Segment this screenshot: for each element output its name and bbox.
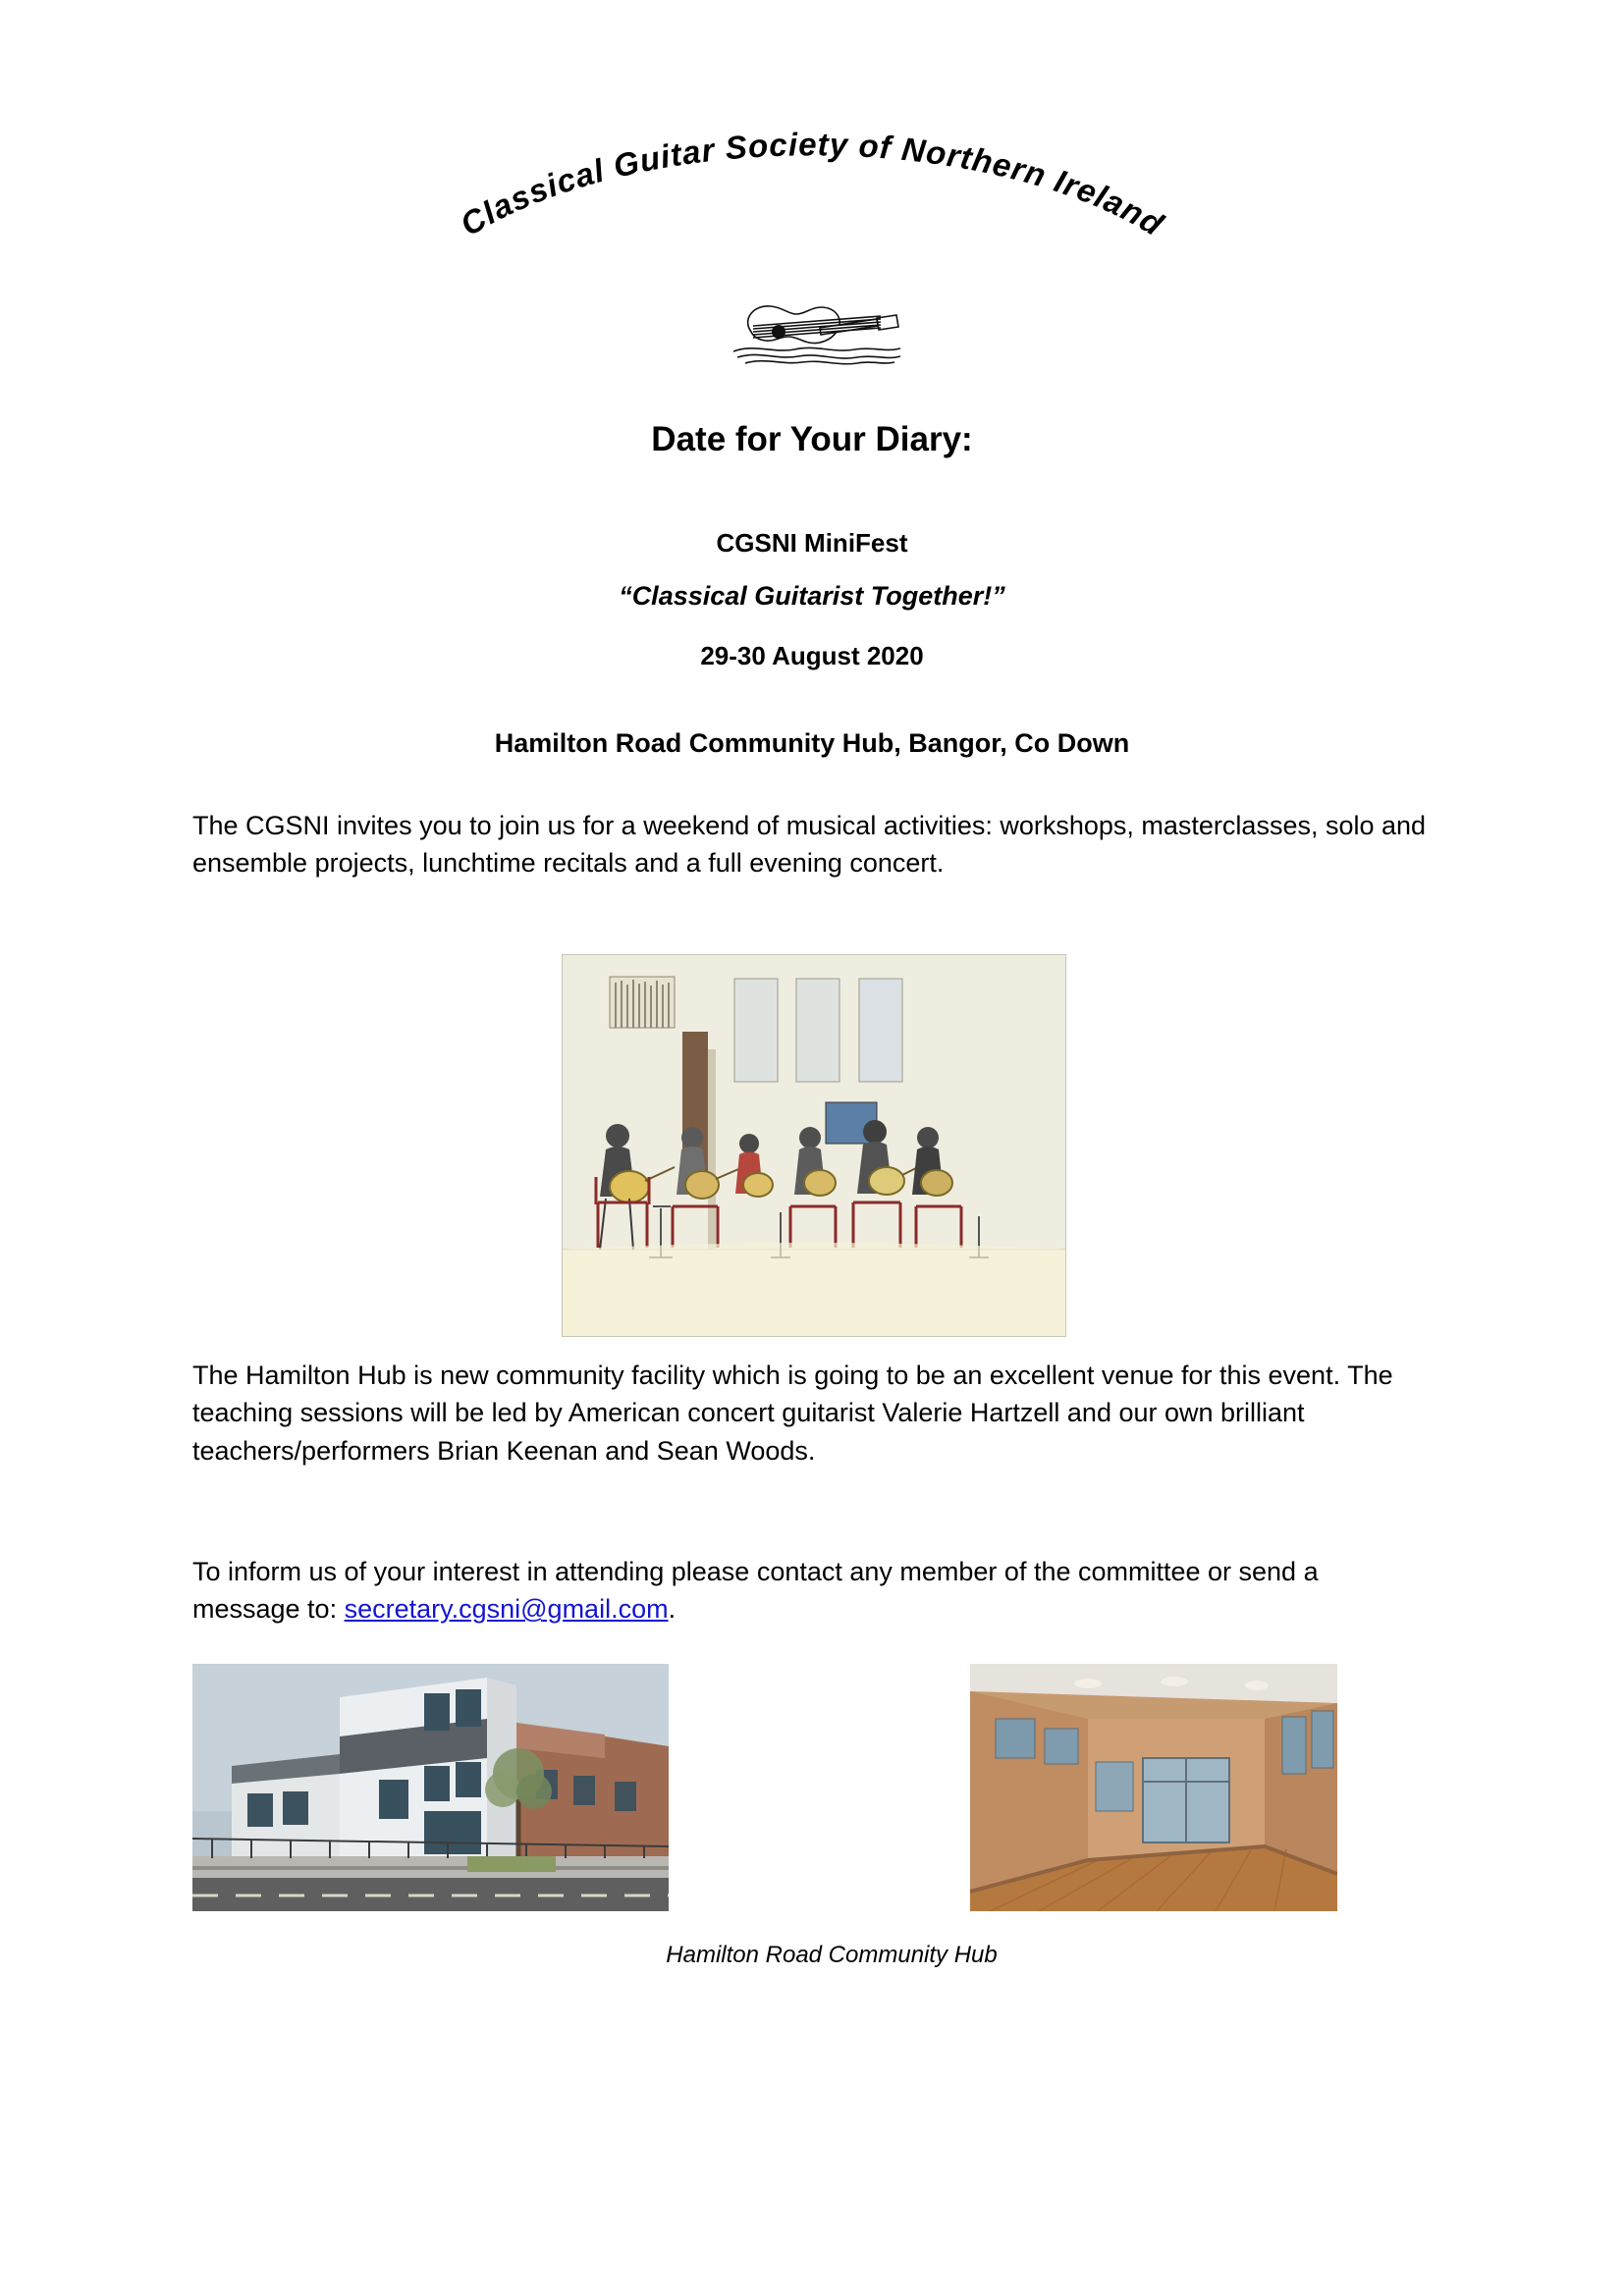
photo-caption-text: Hamilton Road Community Hub — [666, 1942, 998, 1968]
event-tagline: “Classical Guitarist Together!” — [619, 581, 1005, 611]
contact-text-before: To inform us of your interest in attending please contact any member of the committee or send a message to: — [192, 1557, 1319, 1625]
event-dates: 29-30 August 2020 — [700, 641, 924, 670]
venue-description-paragraph: The Hamilton Hub is new community facility which is going to be an excellent venue for this event. The teaching sessions will be led by American concert guitarist Valerie Hartzell and our own brilliant teachers/performers Brian Keenan and Sean Woods. — [192, 1361, 1393, 1466]
hub-interior-photo — [970, 1664, 1337, 1911]
event-venue: Hamilton Road Community Hub, Bangor, Co Down — [494, 728, 1130, 758]
ensemble-sketch-image — [562, 954, 1066, 1337]
secretary-email-link[interactable]: secretary.cgsni@gmail.com — [344, 1594, 669, 1625]
contact-text-after: . — [668, 1594, 677, 1625]
contact-paragraph — [192, 1553, 1432, 1629]
society-logo — [0, 126, 1624, 402]
hub-exterior-photo — [192, 1664, 669, 1911]
photo-caption — [192, 1942, 1432, 1969]
logo-arc-text-wrap — [380, 126, 1244, 294]
event-name: CGSNI MiniFest — [716, 528, 908, 558]
intro-paragraph: The CGSNI invites you to join us for a weekend of musical activities: workshops, masterclasses, solo and ensemble projects, lunchtime recitals and a full evening concert. — [192, 811, 1427, 879]
guitar-icon — [694, 287, 930, 375]
arc-text-svg — [380, 126, 1244, 294]
page-title: Date for Your Diary: — [651, 420, 973, 458]
logo-arc-text: Classical Guitar Society of Northern Ireland — [454, 126, 1170, 243]
